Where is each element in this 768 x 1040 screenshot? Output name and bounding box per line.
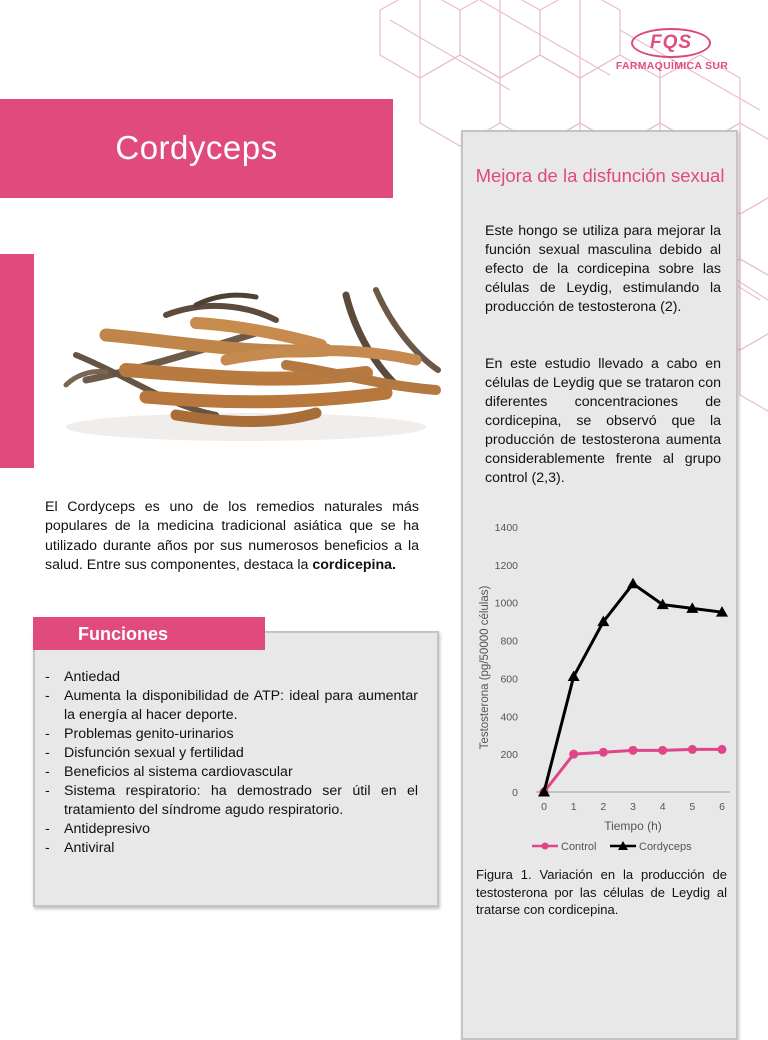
- legend-label: Control: [561, 841, 597, 852]
- cordyceps-photo: [46, 275, 446, 455]
- list-item: - Sistema respiratorio: ha demostrado ser útil en el tratamiento del síndrome agudo respiratorio.: [45, 782, 418, 820]
- y-tick-label: 600: [500, 673, 518, 686]
- x-tick-label: 5: [689, 801, 696, 813]
- intro-text: El Cordyceps es uno de los remedios naturales más populares de la medicina tradicional asiática que se ha utilizado durante años por sus numerosos beneficios a la salud. Entre sus componentes, destaca la: [45, 499, 419, 574]
- funciones-heading: Funciones: [77, 624, 168, 644]
- funciones-list: [45, 668, 418, 858]
- logo-subtitle: FARMAQUÍMICA SUR: [615, 60, 729, 72]
- left-accent-bar: [0, 254, 34, 468]
- legend-marker: [542, 843, 549, 850]
- x-tick-label: 4: [659, 801, 666, 813]
- x-axis-label: Tiempo (h): [604, 819, 662, 833]
- series-line-cordyceps: [544, 584, 722, 792]
- y-tick-label: 1200: [494, 559, 518, 572]
- y-tick-label: 200: [500, 749, 518, 762]
- intro-paragraph: [45, 498, 419, 576]
- panel-title: Mejora de la disfunción sexual: [475, 165, 725, 186]
- y-tick-label: 1400: [494, 522, 518, 534]
- x-tick-label: 3: [630, 801, 636, 813]
- list-item: - Beneficios al sistema cardiovascular: [45, 763, 418, 782]
- y-tick-label: 400: [500, 711, 518, 724]
- panel-paragraph-2: En este estudio llevado a cabo en células de Leydig que se trataron con diferentes concentraciones de cordicepina, se observó que la producción de testosterona aumenta considerablemente frente al grupo control (2,3).: [485, 356, 721, 486]
- list-item: - Disfunción sexual y fertilidad: [45, 744, 418, 763]
- data-point: [627, 578, 639, 589]
- data-point: [569, 750, 578, 759]
- page-title: Cordyceps: [115, 129, 278, 166]
- x-tick-label: 2: [600, 801, 607, 813]
- logo-mark: FQS: [649, 32, 693, 53]
- data-point: [568, 671, 580, 682]
- data-point: [599, 748, 608, 757]
- fqs-logo: [605, 26, 739, 78]
- y-tick-label: 800: [500, 635, 518, 648]
- list-item: - Antiviral: [45, 839, 418, 858]
- y-tick-label: 1000: [494, 597, 518, 610]
- list-item: - Antiedad: [45, 668, 418, 687]
- x-tick-label: 6: [719, 801, 725, 813]
- y-axis-label: Testosterona (pg/50000 células): [479, 585, 491, 750]
- legend-label: Cordyceps: [639, 841, 692, 852]
- data-point: [718, 745, 727, 754]
- data-point: [658, 746, 667, 755]
- list-item: - Problemas genito-urinarios: [45, 725, 418, 744]
- panel-paragraph-1: Este hongo se utiliza para mejorar la función sexual masculina debido al efecto de la cordicepina sobre las células de Leydig, estimulando la producción de testosterona (2).: [485, 223, 721, 315]
- data-point: [629, 746, 638, 755]
- x-tick-label: 0: [541, 801, 547, 813]
- list-item: - Antidepresivo: [45, 820, 418, 839]
- intro-highlight: cordicepina.: [312, 557, 396, 574]
- testosterone-chart: [470, 512, 735, 852]
- y-tick-label: 0: [512, 787, 518, 799]
- list-item: - Aumenta la disponibilidad de ATP: ideal para aumentar la energía al hacer deporte.: [45, 687, 418, 725]
- figure-caption: Figura 1. Variación en la producción de testosterona por las células de Leydig al tratarse con cordicepina.: [476, 867, 727, 917]
- data-point: [688, 745, 697, 754]
- x-tick-label: 1: [570, 801, 577, 813]
